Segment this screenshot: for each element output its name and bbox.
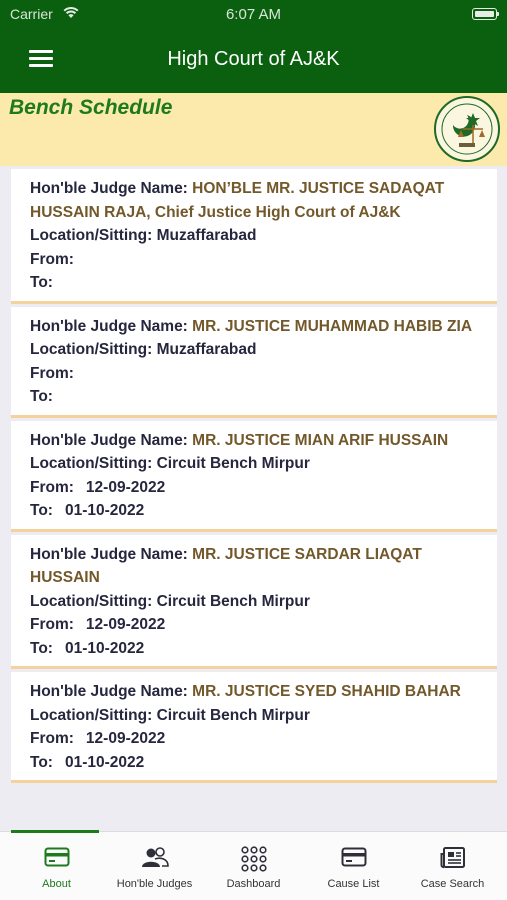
from-row bbox=[30, 613, 479, 637]
from-label: From: bbox=[30, 478, 74, 496]
grid-icon bbox=[203, 846, 304, 872]
to-label: To: bbox=[30, 753, 53, 771]
carrier-label: Carrier bbox=[10, 6, 53, 22]
location-row bbox=[30, 704, 479, 728]
tab-label: Cause List bbox=[327, 878, 380, 890]
tab-hon-ble-judges[interactable] bbox=[104, 832, 205, 900]
judge-label: Hon'ble Judge Name: bbox=[30, 180, 188, 197]
bench-schedule-list[interactable] bbox=[11, 169, 497, 831]
judge-row bbox=[30, 315, 479, 339]
from-row bbox=[30, 362, 479, 386]
bottom-tab-bar bbox=[0, 831, 507, 900]
tab-dashboard[interactable] bbox=[203, 832, 304, 900]
location-row bbox=[30, 452, 479, 476]
tab-label: Dashboard bbox=[226, 878, 281, 890]
judge-name: MR. JUSTICE MUHAMMAD HABIB ZIA bbox=[192, 317, 473, 335]
to-row bbox=[30, 637, 479, 661]
page-title: High Court of AJ&K bbox=[167, 48, 340, 70]
location-label: Location/Sitting: bbox=[30, 227, 153, 244]
from-date: 12-09-2022 bbox=[85, 730, 166, 747]
judges-icon bbox=[104, 846, 205, 872]
to-date: 01-10-2022 bbox=[64, 639, 145, 657]
tab-cause-list[interactable] bbox=[303, 832, 404, 900]
to-row bbox=[30, 271, 479, 295]
tab-label: Hon'ble Judges bbox=[116, 878, 193, 890]
card-icon bbox=[303, 846, 404, 872]
location-value: Circuit Bench Mirpur bbox=[156, 592, 310, 610]
status-bar bbox=[0, 0, 507, 28]
schedule-card bbox=[11, 535, 497, 670]
from-label: From: bbox=[30, 616, 74, 633]
location-label: Location/Sitting: bbox=[30, 341, 153, 358]
from-row bbox=[30, 727, 479, 751]
to-label: To: bbox=[30, 639, 53, 657]
from-date: 12-09-2022 bbox=[85, 616, 166, 633]
tab-label: Case Search bbox=[420, 878, 485, 890]
from-label: From: bbox=[30, 250, 74, 268]
schedule-card bbox=[11, 672, 497, 783]
tab-label: About bbox=[42, 878, 71, 890]
judge-name: HON’BLE MR. JUSTICE SADAQAT HUSSAIN RAJA, Chief Justice High Court of AJ&K bbox=[30, 180, 445, 221]
location-value: Muzaffarabad bbox=[156, 341, 257, 358]
to-row bbox=[30, 499, 479, 523]
status-time: 6:07 AM bbox=[225, 6, 282, 23]
location-value: Circuit Bench Mirpur bbox=[156, 706, 310, 724]
judge-row bbox=[30, 177, 479, 224]
from-date: 12-09-2022 bbox=[85, 478, 166, 496]
card-icon bbox=[6, 846, 107, 872]
from-label: From: bbox=[30, 364, 74, 382]
judge-label: Hon'ble Judge Name: bbox=[30, 545, 188, 563]
judge-label: Hon'ble Judge Name: bbox=[30, 317, 188, 335]
location-row bbox=[30, 224, 479, 248]
section-banner bbox=[0, 93, 507, 166]
judge-row bbox=[30, 429, 479, 453]
to-label: To: bbox=[30, 274, 53, 291]
app-header bbox=[0, 0, 507, 93]
location-value: Muzaffarabad bbox=[156, 227, 257, 244]
location-label: Location/Sitting: bbox=[30, 592, 153, 610]
to-date: 01-10-2022 bbox=[64, 502, 145, 519]
location-row bbox=[30, 590, 479, 614]
to-label: To: bbox=[30, 388, 53, 405]
from-label: From: bbox=[30, 730, 74, 747]
judge-name: MR. JUSTICE SYED SHAHID BAHAR bbox=[192, 683, 461, 700]
judge-name: MR. JUSTICE SARDAR LIAQAT HUSSAIN bbox=[30, 545, 422, 586]
location-row bbox=[30, 338, 479, 362]
to-row bbox=[30, 385, 479, 409]
judge-label: Hon'ble Judge Name: bbox=[30, 431, 188, 449]
from-row bbox=[30, 476, 479, 500]
schedule-card bbox=[11, 169, 497, 304]
schedule-card bbox=[11, 421, 497, 532]
to-date: 01-10-2022 bbox=[64, 753, 145, 771]
location-label: Location/Sitting: bbox=[30, 455, 153, 472]
tab-case-search[interactable] bbox=[402, 832, 503, 900]
high-court-seal-icon bbox=[433, 95, 501, 163]
tab-about[interactable] bbox=[6, 832, 107, 900]
location-label: Location/Sitting: bbox=[30, 706, 153, 724]
section-title: Bench Schedule bbox=[9, 96, 173, 119]
from-row bbox=[30, 248, 479, 272]
to-row bbox=[30, 751, 479, 775]
schedule-card bbox=[11, 307, 497, 418]
newspaper-icon bbox=[402, 846, 503, 872]
to-label: To: bbox=[30, 502, 53, 519]
judge-label: Hon'ble Judge Name: bbox=[30, 683, 188, 700]
judge-row bbox=[30, 680, 479, 704]
battery-icon bbox=[472, 8, 497, 20]
location-value: Circuit Bench Mirpur bbox=[156, 455, 310, 472]
judge-row bbox=[30, 543, 479, 590]
judge-name: MR. JUSTICE MIAN ARIF HUSSAIN bbox=[192, 431, 449, 449]
